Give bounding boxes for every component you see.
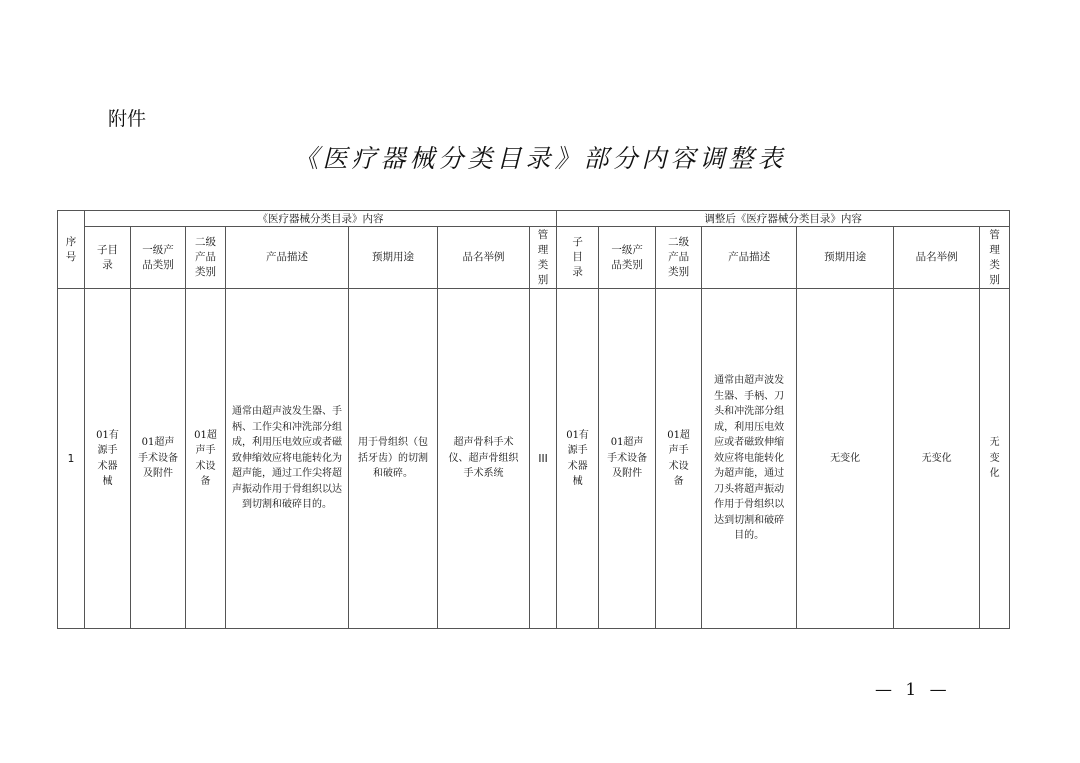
document-title: 《医疗器械分类目录》部分内容调整表	[293, 144, 787, 173]
cell-level1-adjusted: 01超声手术设备及附件	[599, 289, 656, 629]
header-intended-use-adjusted: 预期用途	[797, 227, 894, 289]
header-sub-catalog-adjusted: 子目录	[557, 227, 599, 289]
header-description: 产品描述	[226, 227, 349, 289]
cell-description: 通常由超声波发生器、手柄、工作尖和冲洗部分组成，利用压电效应或者磁致伸缩效应将电能转化为超声能，通过工作尖将超声振动作用于骨组织以达到切割和破碎目的。	[226, 289, 349, 629]
header-description-adjusted: 产品描述	[702, 227, 797, 289]
header-level2: 二级产品类别	[186, 227, 226, 289]
cell-seq: 1	[58, 289, 85, 629]
cell-intended-use: 用于骨组织（包括牙齿）的切割和破碎。	[349, 289, 438, 629]
page-number: — 1 —	[875, 680, 951, 700]
header-examples-adjusted: 品名举例	[894, 227, 980, 289]
cell-sub-catalog: 01有源手术器械	[85, 289, 131, 629]
header-intended-use: 预期用途	[349, 227, 438, 289]
attachment-label: 附件	[108, 108, 147, 130]
header-level1-adjusted: 一级产品类别	[599, 227, 656, 289]
table-row	[58, 289, 1010, 629]
header-level1: 一级产品类别	[131, 227, 186, 289]
cell-level2-adjusted: 01超声手术设备	[656, 289, 702, 629]
cell-examples: 超声骨科手术仪、超声骨组织手术系统	[438, 289, 530, 629]
cell-level1: 01超声手术设备及附件	[131, 289, 186, 629]
cell-description-adjusted: 通常由超声波发生器、手柄、刀头和冲洗部分组成，利用压电效应或者磁致伸缩效应将电能转化为超声能，通过刀头将超声振动作用于骨组织以达到切割和破碎目的。	[702, 289, 797, 629]
header-group-original: 《医疗器械分类目录》内容	[85, 211, 557, 227]
header-level2-adjusted: 二级产品类别	[656, 227, 702, 289]
header-class-adjusted: 管理类别	[980, 227, 1010, 289]
header-examples: 品名举例	[438, 227, 530, 289]
cell-class-adjusted: 无变化	[980, 289, 1010, 629]
header-class: 管理类别	[530, 227, 557, 289]
adjustment-table	[57, 210, 1010, 629]
cell-level2: 01超声手术设备	[186, 289, 226, 629]
header-group-adjusted: 调整后《医疗器械分类目录》内容	[557, 211, 1010, 227]
cell-class: III	[530, 289, 557, 629]
cell-sub-catalog-adjusted: 01有源手术器械	[557, 289, 599, 629]
cell-examples-adjusted: 无变化	[894, 289, 980, 629]
header-seq: 序号	[58, 211, 85, 289]
cell-intended-use-adjusted: 无变化	[797, 289, 894, 629]
header-sub-catalog: 子目录	[85, 227, 131, 289]
